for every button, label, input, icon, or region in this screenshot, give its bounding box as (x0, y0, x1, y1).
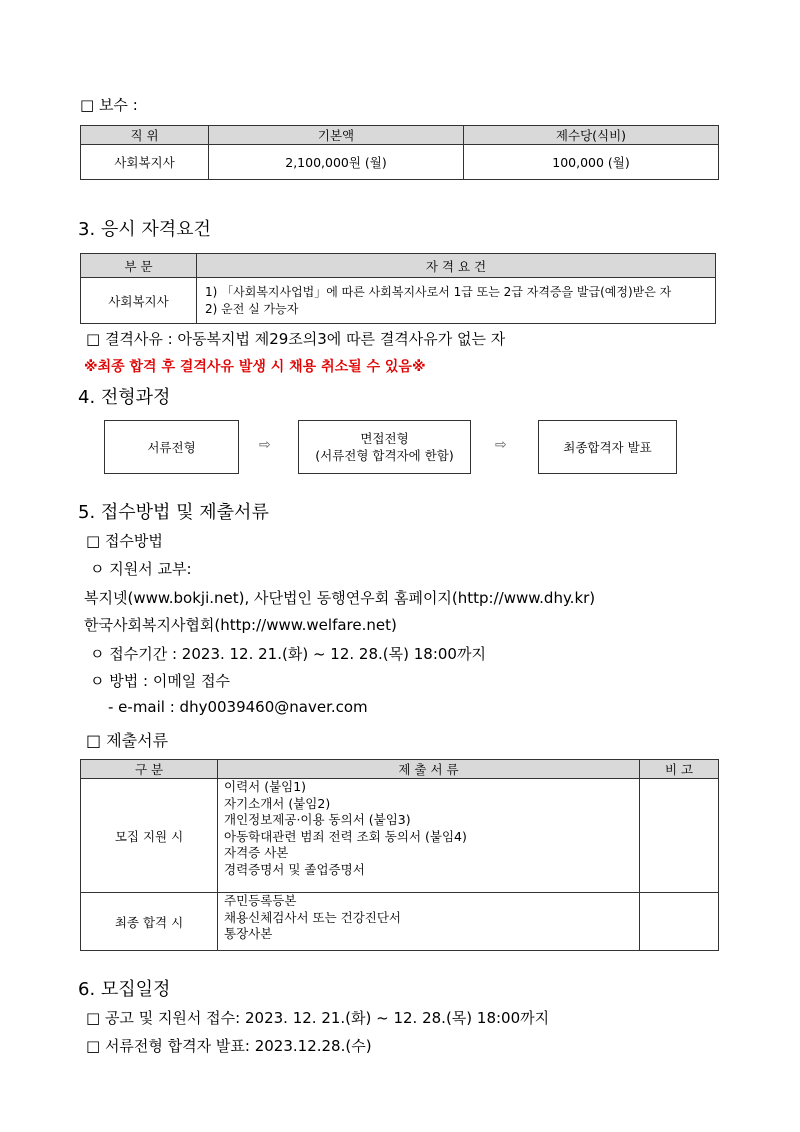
docs-items-apply (218, 779, 640, 893)
qualification-dept: 사회복지사 (81, 278, 197, 324)
salary-base: 2,100,000원 (월) (209, 145, 464, 180)
docs-header-category: 구 분 (81, 760, 218, 779)
schedule-heading: 6. 모집일정 (78, 979, 171, 1000)
requirement-2: 2) 운전 실 가능자 (205, 301, 299, 316)
doc-item: 통장사본 (224, 926, 273, 941)
application-period: ㅇ 접수기간 : 2023. 12. 21.(화) ~ 12. 28.(목) 18:00까지 (90, 645, 486, 663)
qualification-requirements (197, 278, 716, 324)
process-step-interview (298, 420, 471, 474)
salary-heading: □ 보수 : (80, 96, 138, 114)
schedule-line-1: □ 공고 및 지원서 접수: 2023. 12. 21.(화) ~ 12. 28.(목) 18:00까지 (86, 1009, 550, 1027)
doc-item: 자격증 사본 (224, 845, 289, 860)
docs-table (80, 759, 719, 951)
salary-header-position: 직 위 (81, 126, 209, 145)
docs-heading: □ 제출서류 (86, 731, 169, 750)
doc-item: 경력증명서 및 졸업증명서 (224, 861, 365, 877)
docs-header-documents: 제 출 서 류 (218, 760, 640, 779)
doc-item: 개인정보제공·이용 동의서 (붙임3) (224, 812, 411, 827)
form-sources-2: 한국사회복지사협회(http://www.welfare.net) (84, 616, 397, 634)
form-sources-1: 복지넷(www.bokji.net), 사단법인 동행연우회 홈페이지(http://www.dhy.kr) (84, 589, 596, 607)
application-method: ㅇ 방법 : 이메일 접수 (90, 672, 231, 690)
doc-item: 이력서 (붙임1) (224, 779, 307, 794)
application-email: - e-mail : dhy0039460@naver.com (108, 698, 368, 716)
docs-category-apply: 모집 지원 시 (81, 779, 218, 893)
arrow-icon: ⇨ (495, 437, 507, 453)
interview-label: 면접전형 (360, 431, 409, 446)
interview-note: (서류전형 합격자에 한함) (315, 448, 454, 463)
form-label: ㅇ 지원서 교부: (90, 560, 192, 578)
qualification-table (80, 253, 716, 324)
docs-category-final: 최종 합격 시 (81, 893, 218, 951)
doc-item: 자기소개서 (붙임2) (224, 795, 331, 811)
salary-allowance: 100,000 (월) (464, 145, 719, 180)
docs-note-final (640, 893, 719, 951)
method-heading: □ 접수방법 (86, 532, 163, 550)
process-heading: 4. 전형과정 (78, 387, 171, 408)
qualification-header-req: 자 격 요 건 (197, 254, 716, 278)
doc-item: 주민등록등본 (224, 893, 297, 908)
docs-items-final (218, 893, 640, 951)
disqualification-text: □ 결격사유 : 아동복지법 제29조의3에 따른 결격사유가 없는 자 (86, 330, 506, 348)
salary-position: 사회복지사 (81, 145, 209, 180)
doc-item: 아동학대관련 범죄 전력 조회 동의서 (붙임4) (224, 828, 467, 844)
requirement-1: 1) 「사회복지사업법」에 따른 사회복지사로서 1급 또는 2급 자격증을 발급(예정)받은 자 (205, 285, 672, 299)
salary-header-base: 기본액 (209, 126, 464, 145)
docs-header-note: 비 고 (640, 760, 719, 779)
docs-note-apply (640, 779, 719, 893)
warning-text: ※최종 합격 후 결격사유 발생 시 채용 취소될 수 있음※ (84, 359, 426, 375)
qualification-heading: 3. 응시 자격요건 (78, 219, 211, 240)
schedule-line-2: □ 서류전형 합격자 발표: 2023.12.28.(수) (86, 1037, 372, 1055)
process-step-final: 최종합격자 발표 (538, 420, 677, 474)
salary-header-allowance: 제수당(식비) (464, 126, 719, 145)
process-step-document: 서류전형 (104, 420, 239, 474)
qualification-header-dept: 부 문 (81, 254, 197, 278)
doc-item: 채용신체검사서 또는 건강진단서 (224, 909, 401, 925)
salary-table (80, 125, 719, 180)
application-heading: 5. 접수방법 및 제출서류 (78, 502, 269, 523)
arrow-icon: ⇨ (259, 437, 271, 453)
